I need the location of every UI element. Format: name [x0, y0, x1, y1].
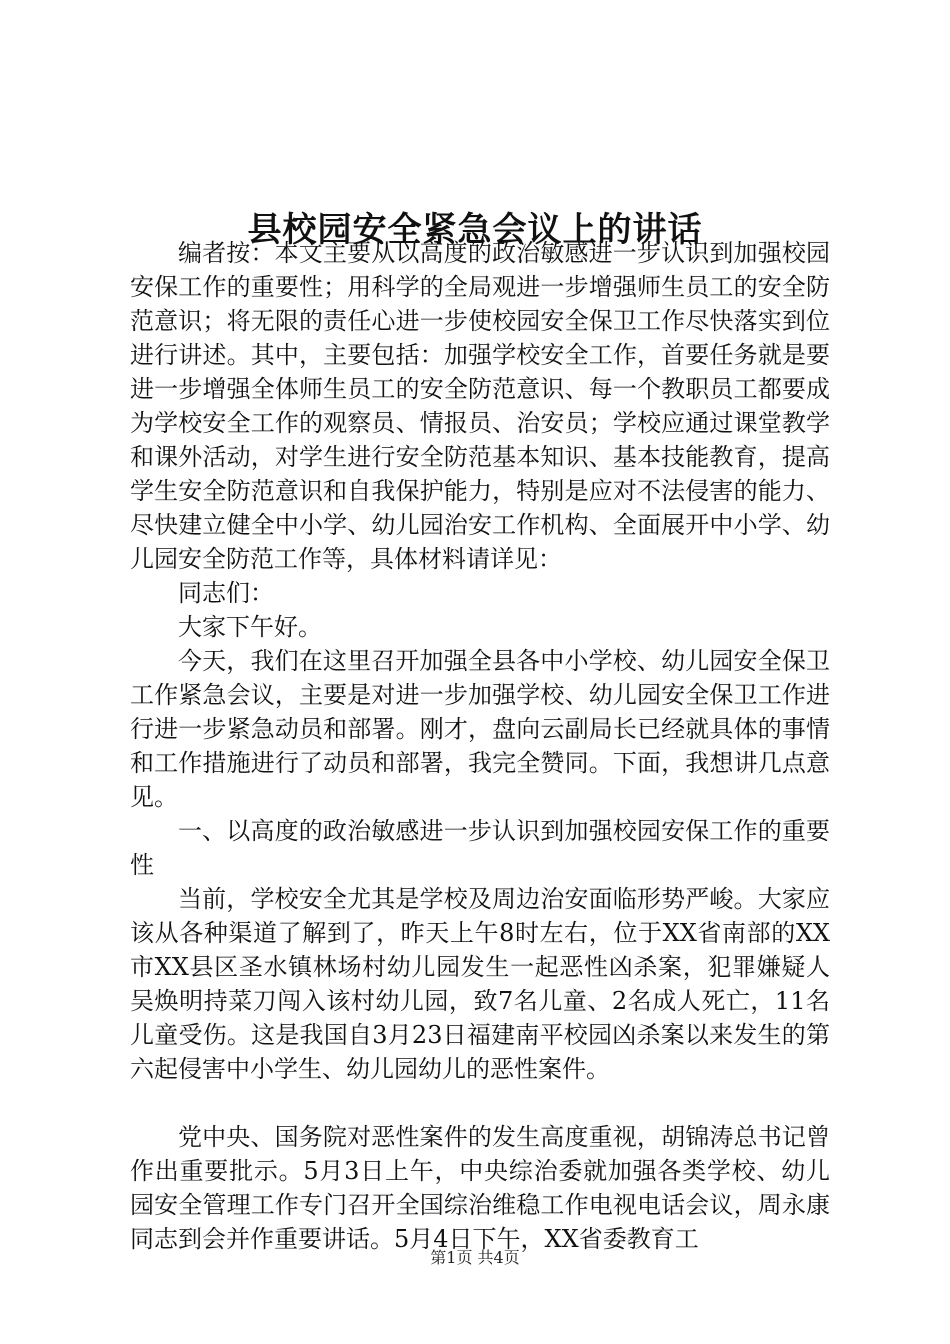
document-body: [130, 236, 830, 1256]
editor-note-paragraph: 编者按：本文主要从以高度的政治敏感进一步认识到加强校园安保工作的重要性；用科学的全局观进一步增强师生员工的安全防范意识；将无限的责任心进一步使校园安全保卫工作尽快落实到位进行讲述。其中，主要包括：加强学校安全工作，首要任务就是要进一步增强全体师生员工的安全防范意识、每一个教职员工都要成为学校安全工作的观察员、情报员、治安员；学校应通过课堂教学和课外活动，对学生进行安全防范基本知识、基本技能教育，提高学生安全防范意识和自我保护能力，特别是应对不法侵害的能力、尽快建立健全中小学、幼儿园治安工作机构、全面展开中小学、幼儿园安全防范工作等，具体材料请详见：: [130, 239, 830, 573]
central-attention-paragraph: 党中央、国务院对恶性案件的发生高度重视，胡锦涛总书记曾作出重要批示。5月3日上午，中央综治委就加强各类学校、幼儿园安全管理工作专门召开全国综治维稳工作电视电话会议，周永康同志到会并作重要讲话。5月4日下午，XX省委教育工: [130, 1123, 830, 1253]
section-heading-1: 一、以高度的政治敏感进一步认识到加强校园安保工作的重要性: [130, 817, 830, 879]
greeting-paragraph: 大家下午好。: [178, 613, 322, 641]
page-number-footer: 第1页 共4页: [430, 1248, 520, 1267]
situation-paragraph: 当前，学校安全尤其是学校及周边治安面临形势严峻。大家应该从各种渠道了解到了，昨天上午8时左右，位于XX省南部的XX市XX县区圣水镇林场村幼儿园发生一起恶性凶杀案，犯罪嫌疑人吴焕明持菜刀闯入该村幼儿园，致7名儿童、2名成人死亡，11名儿童受伤。这是我国自3月23日福建南平校园凶杀案以来发生的第六起侵害中小学生、幼儿园幼儿的恶性案件。: [130, 885, 830, 1083]
salutation-paragraph: 同志们：: [178, 579, 274, 607]
opening-paragraph: 今天，我们在这里召开加强全县各中小学校、幼儿园安全保卫工作紧急会议，主要是对进一步加强学校、幼儿园安全保卫工作进行进一步紧急动员和部署。刚才，盘向云副局长已经就具体的事情和工作措施进行了动员和部署，我完全赞同。下面，我想讲几点意见。: [130, 647, 830, 811]
page-title: 县校园安全紧急会议上的讲话: [247, 209, 703, 250]
